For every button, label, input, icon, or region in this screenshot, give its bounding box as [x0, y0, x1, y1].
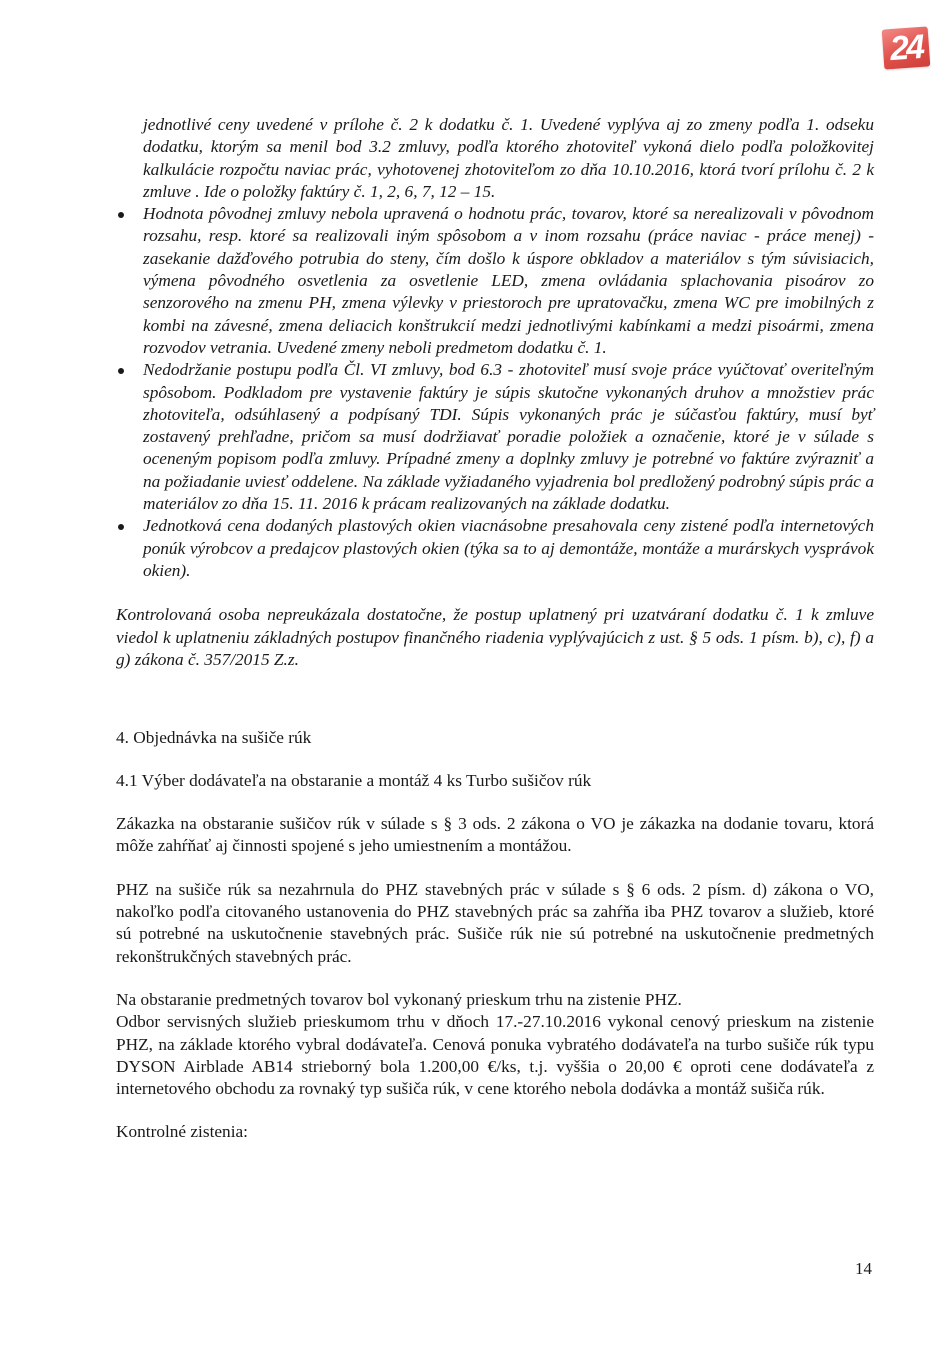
section-heading: 4. Objednávka na sušiče rúk — [116, 728, 312, 748]
subsection-heading: 4.1 Výber dodávateľa na obstaranie a montáž 4 ks Turbo sušičov rúk — [116, 771, 592, 791]
bullet-icon — [118, 524, 124, 530]
finding-text: Nedodržanie postupu podľa Čl. VI zmluvy, bod 6.3 - zhotoviteľ musí svoje práce vyúčtovať overiteľným spôsobom. Podkladom pre vystavenie faktúry je súpis skutočne vykonaných druhov a množstiev prác zhotoviteľa, odsúhlasený a podpísaný TDI. Súpis vykonaných prác je súčasťou faktúry, musí byť zostavený prehľadne, pričom sa musí dodržiavať poradie položiek a označenie, ktoré je v súlade s oceneným popisom podľa zmluvy. Prípadné zmeny a doplnky zmluvy je potrebné vo faktúre zvýrazniť a na požiadanie uviesť oddelene. Na základe vyžiadaného vyjadrenia bol predložený podrobný súpis prác a materiálov zo dňa 15. 11. 2016 k prácam realizovaných na základe dodatku. — [143, 360, 874, 514]
body-paragraph: Odbor servisných služieb prieskumom trhu v dňoch 17.-27.10.2016 vykonal cenový prieskum na zistenie PHZ, na základe ktorého vybral dodávateľa. Cenová ponuka vybratého dodávateľa na turbo sušiče rúk typu DYSON Airblade AB14 strieborný bola 1.200,00 €/ks, t.j. vyššia o 20,00 € oproti cene dodávateľa z internetového obchodu za rovnaký typ sušiča rúk, v cene ktorého nebola dodávka a montáž sušiča rúk. — [116, 1012, 874, 1099]
document-page — [116, 114, 874, 1144]
finding-item — [116, 203, 874, 359]
finding-text: Jednotková cena dodaných plastových okien viacnásobne presahovala ceny zistené podľa internetových ponúk výrobcov a predajcov plastových okien (týka sa to aj demontáže, montáže a murárskych vysprávok okien). — [143, 516, 874, 580]
finding-item — [116, 515, 874, 582]
body-paragraph: Zákazka na obstaranie sušičov rúk v súlade s § 3 ods. 2 zákona o VO je zákazka na dodanie tovaru, ktorá môže zahŕňať aj činnosti spojené s jeho umiestnením a montážou. — [116, 814, 874, 856]
finding-item — [116, 359, 874, 515]
findings-list — [116, 203, 874, 582]
findings-label: Kontrolné zistenia: — [116, 1122, 248, 1142]
conclusion-paragraph: Kontrolovaná osoba nepreukázala dostatočne, že postup uplatnený pri uzatváraní dodatku č. 1 k zmluve viedol k uplatneniu základných postupov finančného riadenia vyplývajúcich z ust. § 5 ods. 1 písm. b), c), f) a g) zákona č. 357/2015 Z.z. — [116, 605, 874, 669]
continuation-paragraph: jednotlivé ceny uvedené v prílohe č. 2 k dodatku č. 1. Uvedené vyplýva aj zo zmeny podľa 1. odseku dodatku, ktorým sa menil bod 3.2 zmluvy, podľa ktorého zhotoviteľ vykoná dielo podľa položkovitej kalkulácie rozpočtu naviac prác, vyhotovenej zhotoviteľom zo dňa 10.10.2016, ktorá tvorí prílohu č. 2 k zmluve . Ide o položky faktúry č. 1, 2, 6, 7, 12 – 15. — [143, 115, 874, 201]
bullet-icon — [118, 212, 124, 218]
body-paragraph: Na obstaranie predmetných tovarov bol vykonaný prieskum trhu na zistenie PHZ. — [116, 989, 682, 1009]
logo-text: 24 — [888, 27, 924, 69]
page-number: 14 — [855, 1259, 872, 1278]
finding-text: Hodnota pôvodnej zmluvy nebola upravená o hodnotu prác, tovarov, ktoré sa nerealizovali v pôvodnom rozsahu, resp. ktoré sa realizovali iným spôsobom a v inom rozsahu (práce naviac - práce menej) - zasekanie dažďového potrubia do steny, čím došlo k úspore obkladov a materiálov s tým súvisiacich, výmena pôvodného osvetlenia za osvetlenie LED, zmena ovládania splachovania pisoárov zo senzorového na zmenu PH, zmena výlevky v priestoroch pre upratovačku, zmena WC pre imobilných z kombi na závesné, zmena deliacich konštrukcií medzi jednotlivými kabínkami a medzi pisoármi, zmena rozvodov vetrania. Uvedené zmeny neboli predmetom dodatku č. 1. — [143, 204, 874, 357]
bullet-icon — [118, 368, 124, 374]
body-paragraph: PHZ na sušiče rúk sa nezahrnula do PHZ stavebných prác v súlade s § 6 ods. 2 písm. d) zákona o VO, nakoľko podľa citovaného ustanovenia do PHZ stavebných prác sa zahŕňa iba PHZ tovarov a služieb, ktoré sú potrebné na uskutočnenie stavebných prác. Sušiče rúk nie sú potrebné na uskutočnenie predmetných rekonštrukčných stavebných prác. — [116, 879, 874, 966]
site-logo-24 — [882, 26, 931, 69]
